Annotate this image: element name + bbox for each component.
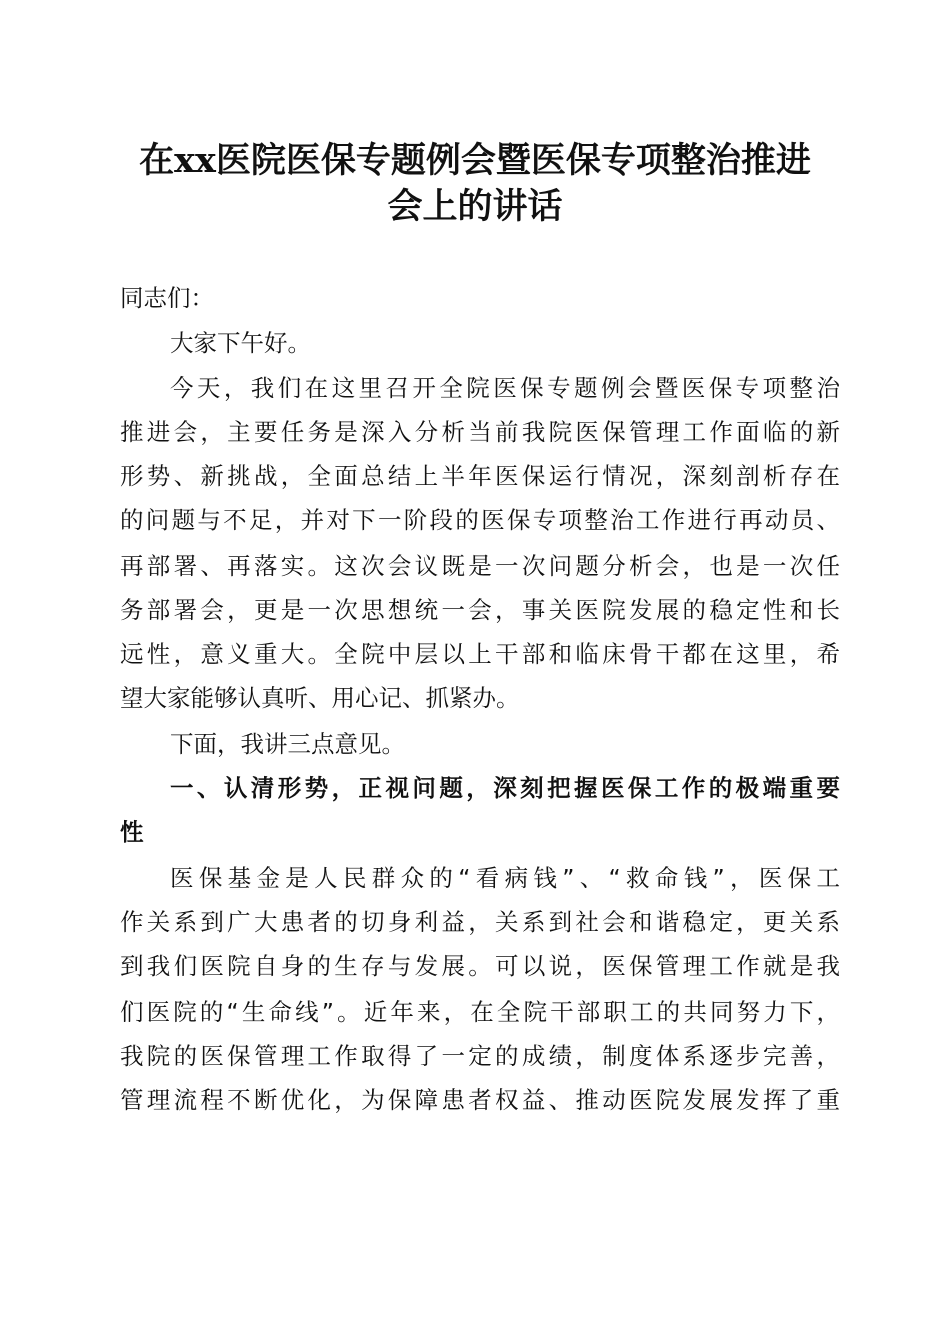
- paragraph-1-line: 务部署会，更是一次思想统一会，事关医院发展的稳定性和长: [120, 596, 840, 624]
- paragraph-2-line: 医保基金是人民群众的“看病钱”、“救命钱”，医保工: [170, 864, 840, 892]
- paragraph-1-line: 形势、新挑战，全面总结上半年医保运行情况，深刻剖析存在: [120, 462, 840, 490]
- document-title-line-1: 在xx医院医保专题例会暨医保专项整治推进: [139, 140, 811, 181]
- paragraph-1-line: 的问题与不足，并对下一阶段的医保专项整治工作进行再动员、: [120, 506, 840, 534]
- paragraph-1-line: 推进会，主要任务是深入分析当前我院医保管理工作面临的新: [120, 418, 840, 446]
- paragraph-1-line: 望大家能够认真听、用心记、抓紧办。: [120, 684, 520, 712]
- paragraph-2-line: 管理流程不断优化，为保障患者权益、推动医院发展发挥了重: [120, 1086, 840, 1114]
- salutation: 同志们：: [120, 284, 214, 312]
- paragraph-1-line: 今天，我们在这里召开全院医保专题例会暨医保专项整治: [170, 374, 840, 402]
- document-title-line-2: 会上的讲话: [387, 186, 563, 227]
- paragraph-2-line: 到我们医院自身的生存与发展。可以说，医保管理工作就是我: [120, 952, 840, 980]
- greeting: 大家下午好。: [170, 329, 311, 357]
- paragraph-1-line: 再部署、再落实。这次会议既是一次问题分析会，也是一次任: [120, 552, 840, 580]
- paragraph-2-line: 作关系到广大患者的切身利益，关系到社会和谐稳定，更关系: [120, 908, 840, 936]
- paragraph-1-line: 远性，意义重大。全院中层以上干部和临床骨干都在这里，希: [120, 640, 840, 668]
- paragraph-2-line: 们医院的“生命线”。近年来，在全院干部职工的共同努力下，: [120, 998, 840, 1026]
- intro-points: 下面，我讲三点意见。: [170, 730, 405, 758]
- paragraph-2-line: 我院的医保管理工作取得了一定的成绩，制度体系逐步完善，: [120, 1042, 840, 1070]
- section-heading-1-cont: 性: [120, 818, 144, 846]
- section-heading-1: 一、认清形势，正视问题，深刻把握医保工作的极端重要: [170, 774, 840, 802]
